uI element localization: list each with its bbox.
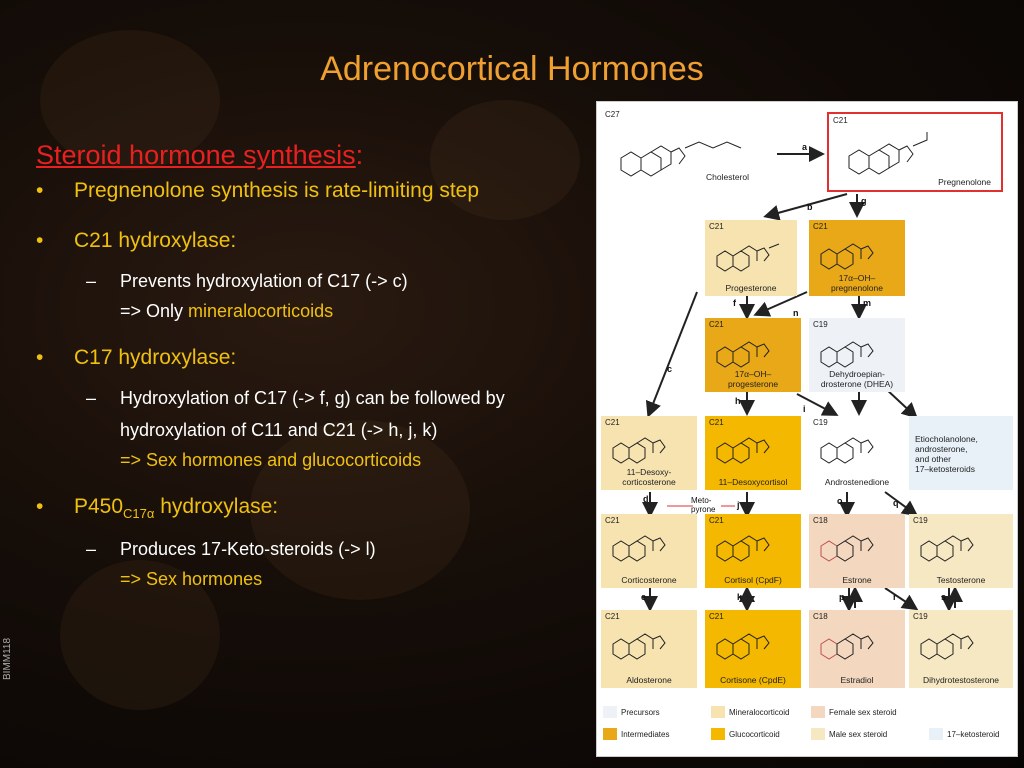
arrow-label: o [837, 496, 843, 506]
aldosterone-structure [601, 610, 697, 688]
compound-name: 11–Desoxycortisol [718, 477, 788, 487]
note-highlight: mineralocorticoids [188, 301, 334, 321]
steroid-skeleton [915, 528, 995, 564]
compound-name: Androstenedione [824, 477, 890, 487]
sub-bullet [36, 382, 580, 446]
arrow-label: i [803, 404, 806, 414]
arrow-label: q [893, 498, 899, 508]
heading-text: Steroid hormone synthesis [36, 140, 356, 170]
arrow-label: g [861, 196, 867, 206]
carbon-count: C18 [813, 516, 828, 525]
ketosteroids-box [909, 416, 1013, 490]
bullet-item [36, 179, 596, 203]
compound-name: Etiocholanolone, androsterone, and other 17–ketosteroids [915, 434, 978, 474]
legend-swatch [711, 728, 725, 740]
oh-pregnenolone-structure [809, 220, 905, 296]
arrow-label: m [863, 298, 872, 308]
arrow-label: e [641, 592, 647, 602]
bullet-dot: • [36, 229, 44, 252]
steroid-skeleton [711, 528, 791, 564]
bullet-dot: • [36, 346, 44, 369]
slide-title: Adrenocortical Hormones [320, 50, 704, 88]
steroid-skeleton [815, 624, 895, 662]
bullet-dot: • [36, 495, 44, 518]
legend-label: Male sex steroid [829, 730, 888, 739]
carbon-count: C21 [605, 612, 620, 621]
bullet-text: C21 hydroxylase: [74, 229, 237, 252]
steroid-skeleton [607, 430, 687, 466]
carbon-count: C21 [605, 418, 620, 427]
steroid-skeleton [915, 624, 995, 662]
oh-progesterone-structure [705, 318, 801, 392]
compound-name: Cortisone (CpdE) [720, 675, 786, 685]
carbon-count: C21 [709, 320, 724, 329]
legend-label: Mineralocorticoid [729, 708, 790, 717]
estradiol-structure [809, 610, 905, 688]
bullet-text-pre: P450 [74, 495, 124, 518]
carbon-count: C19 [813, 418, 828, 427]
legend-label: Glucocorticoid [729, 730, 780, 739]
section-heading [36, 140, 596, 171]
androstenedione-structure [809, 416, 905, 490]
cortisone-structure [705, 610, 801, 688]
steroid-skeleton [815, 528, 895, 564]
desoxycortisol-structure [705, 416, 801, 490]
bullet-text-post: hydroxylase: [154, 495, 279, 518]
compound-name: Progesterone [725, 283, 777, 293]
legend-label: Intermediates [621, 730, 670, 739]
compound-name: 17α–OH– progesterone [727, 369, 779, 389]
arrow-label: k [737, 592, 743, 602]
dhea-structure [809, 318, 905, 392]
cortisol-structure [705, 514, 801, 588]
sub-bullet [36, 265, 596, 297]
compound-name: Dehydroepian- drosterone (DHEA) [820, 369, 894, 389]
sub-bullet-text: Produces 17-Keto-steroids (-> l) [120, 539, 376, 560]
dash: – [86, 539, 97, 560]
steroid-skeleton [607, 624, 687, 662]
steroid-skeleton [815, 430, 895, 466]
result-note [36, 301, 596, 322]
legend-swatch [603, 706, 617, 718]
steroid-skeleton [711, 430, 791, 466]
legend-swatch [929, 728, 943, 740]
legend-label: 17–ketosteroid [947, 730, 1000, 739]
arrow-label: n [793, 308, 799, 318]
arrow-label: r [893, 592, 897, 602]
arrow-label: f [733, 298, 736, 308]
note-prefix: => Only [120, 301, 189, 321]
steroid-skeleton [711, 234, 791, 278]
estrone-structure [809, 514, 905, 588]
arrow-label: d [643, 494, 649, 504]
carbon-count: C19 [813, 320, 828, 329]
steroid-skeleton [835, 128, 985, 178]
bullet-text: C17 hydroxylase: [74, 346, 237, 369]
carbon-count: C21 [709, 516, 724, 525]
bullet-item [36, 229, 596, 253]
arrow-label: c [667, 364, 673, 374]
compound-name: Estradiol [840, 675, 874, 685]
testosterone-structure [909, 514, 1013, 588]
carbon-count: C18 [813, 612, 828, 621]
arrow-label: p [839, 592, 845, 602]
bullet-item [36, 495, 596, 521]
arrow-label: s [941, 592, 947, 602]
compound-name: Cortisol (CpdF) [724, 575, 782, 585]
compound-name: Dihydrotestosterone [922, 675, 1000, 685]
arrow-label: b [807, 202, 813, 212]
steroid-skeleton [711, 332, 791, 372]
carbon-count: C21 [813, 222, 828, 231]
steroid-skeleton [815, 332, 895, 372]
bullet-dot: • [36, 179, 44, 202]
carbon-count: C27 [605, 110, 620, 119]
compound-name: Testosterone [936, 575, 986, 585]
result-note: => Sex hormones and glucocorticoids [120, 450, 422, 470]
result-note: => Sex hormones [120, 569, 263, 590]
pregnenolone-structure [827, 112, 1003, 192]
carbon-count: C21 [833, 116, 848, 125]
carbon-count: C19 [913, 516, 928, 525]
desoxycorticosterone-structure [601, 416, 697, 490]
metopyrone-label: Meto- pyrone [691, 496, 716, 514]
legend-swatch [811, 706, 825, 718]
steroid-skeleton [607, 528, 687, 564]
legend-swatch [711, 706, 725, 718]
dash: – [86, 388, 97, 408]
dash: – [86, 271, 97, 291]
arrow-label: a [802, 142, 808, 152]
progesterone-structure [705, 220, 797, 296]
compound-name: Cholesterol [706, 172, 749, 182]
slide-body [36, 140, 596, 590]
arrow-label: j [737, 500, 740, 510]
carbon-count: C21 [605, 516, 620, 525]
bullet-text: Pregnenolone synthesis is rate-limiting step [74, 179, 480, 202]
compound-name: Corticosterone [621, 575, 677, 585]
sub-bullet-text: Prevents hydroxylation of C17 (-> c) [120, 271, 408, 291]
bullet-item [36, 346, 596, 370]
cholesterol-structure [601, 108, 779, 192]
corticosterone-structure [601, 514, 697, 588]
dht-structure [909, 610, 1013, 688]
carbon-count: C21 [709, 222, 724, 231]
compound-name: Estrone [842, 575, 872, 585]
compound-name: 11–Desoxy- corticosterone [622, 467, 676, 487]
heading-colon: : [355, 140, 364, 170]
carbon-count: C21 [709, 418, 724, 427]
steroid-skeleton [711, 624, 791, 662]
legend-swatch [811, 728, 825, 740]
arrow-label: h [735, 396, 741, 406]
side-label: BIMM118 [2, 637, 13, 680]
bullet-subscript: C17α [123, 506, 155, 522]
carbon-count: C19 [913, 612, 928, 621]
carbon-count: C21 [709, 612, 724, 621]
compound-name: 17α–OH– pregnenolone [831, 273, 883, 293]
sub-bullet-text: Hydroxylation of C17 (-> f, g) can be followed by hydroxylation of C11 and C21 (-> h, j, k) [120, 388, 505, 440]
legend-swatch [603, 728, 617, 740]
compound-name: Pregnenolone [938, 177, 991, 187]
steroid-skeleton [815, 234, 895, 274]
steroid-synthesis-figure [596, 101, 1018, 757]
legend-label: Female sex steroid [829, 708, 897, 717]
legend-label: Precursors [621, 708, 660, 717]
sub-bullet [36, 533, 596, 565]
compound-name: Aldosterone [626, 675, 672, 685]
